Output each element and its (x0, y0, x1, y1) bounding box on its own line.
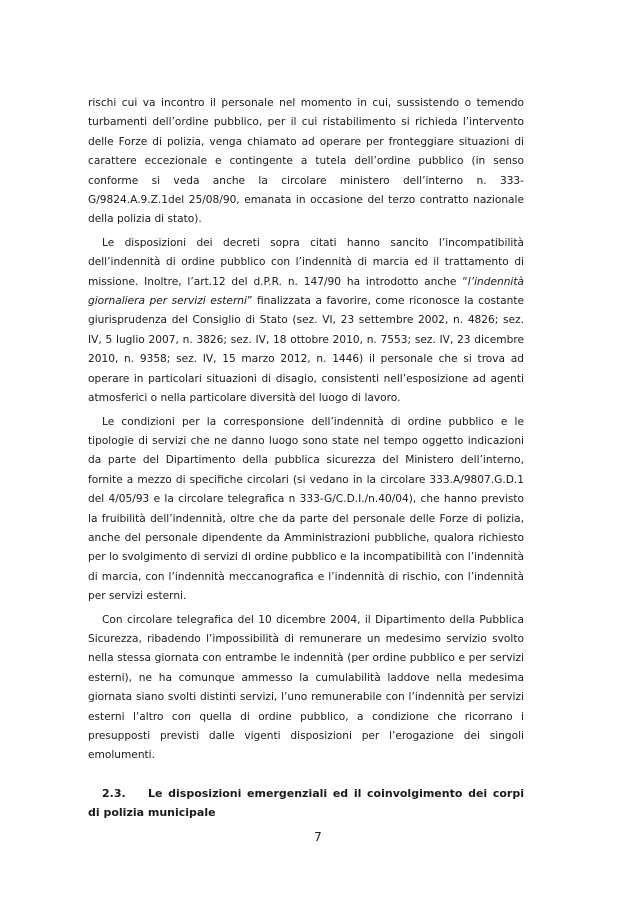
paragraph (88, 234, 524, 409)
paragraph (88, 94, 524, 230)
italic-text: l’indennità giornaliera per servizi esterni (88, 275, 524, 308)
document-page (88, 94, 524, 823)
body-text (88, 94, 524, 766)
section-number: 2.3. (102, 786, 126, 800)
text-run: Le condizioni per la corresponsione dell’indennità di ordine pubblico e le tipologie di servizi che ne danno luogo sono state nel tempo oggetto indicazioni da parte del Dipartimento della pubblica sicurezza del Ministero dell’interno, fornite a mezzo di specifiche circolari (si vedano in la circolare 333.A/9807.G.D.1 del 4/05/93 e la circolare telegrafica n 333-G/C.D.I./n.40/04), che hanno previsto la fruibilità dell’indennità, oltre che da parte del personale delle Forze di polizia, anche del personale dipendente da Amministrazioni pubbliche, qualora richiesto per lo svolgimento di servizi di ordine pubblico e la incompatibilità con l’indennità di marcia, con l’indennità meccanografica e l’indennità di rischio, con l’indennità per servizi esterni. (88, 415, 524, 603)
text-run: ” finalizzata a favorire, come riconosce la costante giurisprudenza del Consiglio di Stato (sez. VI, 23 settembre 2002, n. 4826; sez. IV, 5 luglio 2007, n. 3826; sez. IV, 18 ottobre 2010, n. 7553; sez. IV, 23 dicembre 2010, n. 9358; sez. IV, 15 marzo 2012, n. 1446) il personale che si trova ad operare in particolari situazioni di disagio, consistenti nell’esposizione ad agenti atmosferici o nella particolare diversità del luogo di lavoro. (88, 295, 525, 405)
paragraph (88, 611, 524, 766)
section-title: Le disposizioni emergenziali ed il coinvolgimento dei corpi di polizia municipale (88, 786, 524, 820)
text-run: Con circolare telegrafica del 10 dicembre 2004, il Dipartimento della Pubblica Sicurezza, ribadendo l’impossibilità di remunerare un medesimo servizio svolto nella stessa giornata con entrambe le indennità (per ordine pubblico e per servizi esterni), ne ha comunque ammesso la cumulabilità laddove nella medesima giornata siano svolti distinti servizi, l’uno remunerabile con l’indennità per servizi esterni l’altro con quella di ordine pubblico, a condizione che ricorrano i presupposti previsti dalle vigenti disposizioni per l’erogazione dei singoli emolumenti. (88, 613, 524, 762)
page-number: 7 (314, 830, 322, 844)
text-run: Le disposizioni dei decreti sopra citati hanno sancito l’incompatibilità dell’indennità di ordine pubblico con l’indennità di marcia ed il trattamento di missione. Inoltre, l’art.12 del d.P.R. n. 147/90 ha introdotto anche “ (88, 236, 524, 288)
paragraph (88, 413, 524, 607)
section-heading (88, 784, 524, 823)
text-run: rischi cui va incontro il personale nel momento in cui, sussistendo o temendo turbamenti dell’ordine pubblico, per il cui ristabilimento si richieda l’intervento delle Forze di polizia, venga chiamato ad operare per fronteggiare situazioni di carattere eccezionale e contingente a tutela dell’ordine pubblico (in senso conforme si veda anche la circolare ministero dell’interno n. 333-G/9824.A.9.Z.1del 25/08/90, emanata in occasione del terzo contratto nazionale della polizia di stato). (88, 97, 524, 226)
